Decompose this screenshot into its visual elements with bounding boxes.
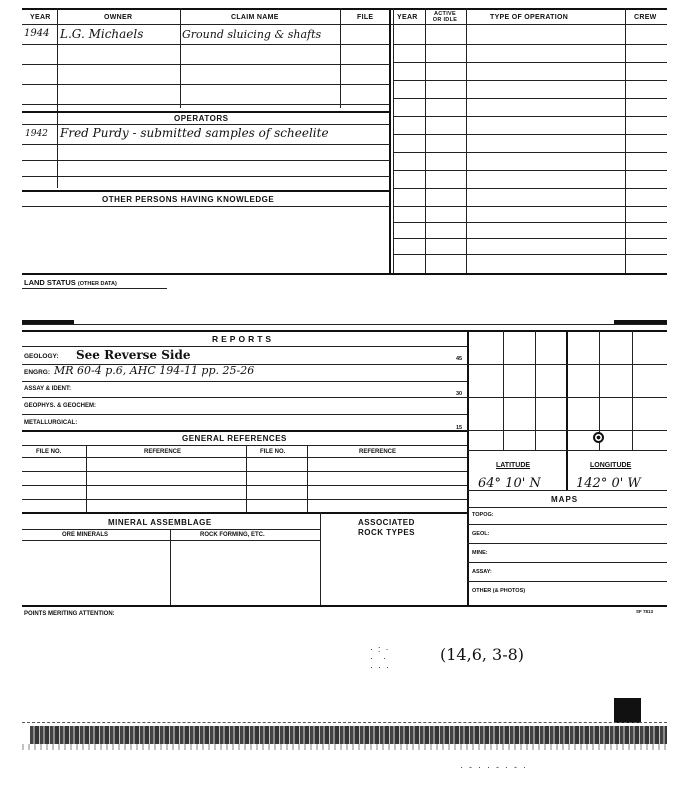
grid-row bbox=[467, 450, 667, 451]
ref-col-file-no: FILE NO. bbox=[36, 449, 62, 455]
col-claim-name: CLAIM NAME bbox=[231, 14, 279, 21]
row-line bbox=[22, 512, 467, 514]
row-line bbox=[393, 206, 667, 207]
owner-entry-year: 1944 bbox=[24, 28, 50, 39]
assay-ident-label: ASSAY & IDENT: bbox=[24, 386, 72, 392]
row-line bbox=[393, 44, 667, 45]
divider bbox=[180, 8, 181, 108]
ore-minerals-label: ORE MINERALS bbox=[62, 532, 109, 538]
row-line bbox=[393, 98, 667, 99]
row-line bbox=[22, 445, 467, 446]
row-line bbox=[22, 190, 390, 192]
land-status-underline bbox=[22, 288, 167, 289]
row-line bbox=[393, 152, 667, 153]
section-border bbox=[22, 324, 667, 325]
row-line bbox=[22, 206, 390, 207]
longitude-label: LONGITUDE bbox=[590, 462, 632, 469]
row-line bbox=[22, 104, 390, 105]
row-line bbox=[467, 562, 667, 563]
black-marker-square bbox=[614, 698, 641, 723]
owner-entry-name: L.G. Michaels bbox=[60, 27, 144, 41]
row-line bbox=[393, 238, 667, 239]
scan-dots-bottom: ·-··-·-· bbox=[460, 762, 532, 772]
row-line bbox=[393, 80, 667, 81]
divider bbox=[340, 8, 341, 108]
row-line bbox=[22, 144, 390, 145]
row-line bbox=[467, 524, 667, 525]
rock-types-label: ROCK TYPES bbox=[358, 528, 416, 537]
latitude-label: LATITUDE bbox=[496, 462, 531, 469]
row-line bbox=[467, 581, 667, 582]
row-line bbox=[22, 124, 390, 125]
geology-label: GEOLOGY: bbox=[24, 353, 59, 360]
scan-edge-line bbox=[22, 722, 667, 723]
section-border bbox=[22, 273, 667, 275]
col-year-2: YEAR bbox=[397, 14, 418, 21]
divider bbox=[57, 8, 58, 188]
geophys-label: GEOPHYS. & GEOCHEM: bbox=[24, 403, 97, 409]
row-line bbox=[22, 44, 390, 45]
row-line bbox=[22, 529, 320, 530]
row-number-30: 30 bbox=[456, 391, 463, 397]
row-line bbox=[22, 84, 390, 85]
scan-noise-band bbox=[30, 726, 667, 744]
mine-label: MINE: bbox=[472, 550, 488, 556]
rock-forming-label: ROCK FORMING, ETC. bbox=[200, 532, 265, 538]
divider bbox=[425, 8, 426, 274]
row-line bbox=[467, 507, 667, 508]
form-number: SF 7813 bbox=[636, 609, 654, 614]
row-line bbox=[467, 543, 667, 544]
col-active-idle: ACTIVE OR IDLE bbox=[432, 11, 458, 23]
row-line bbox=[22, 176, 390, 177]
col-crew: CREW bbox=[634, 14, 657, 21]
row-line bbox=[393, 170, 667, 171]
ref-col-reference: REFERENCE bbox=[144, 449, 182, 455]
reports-title: REPORTS bbox=[212, 334, 275, 344]
divider bbox=[320, 512, 321, 605]
engrg-value: MR 60-4 p.6, AHC 194-11 pp. 25-26 bbox=[54, 364, 255, 377]
row-line bbox=[22, 414, 467, 415]
row-line bbox=[22, 346, 467, 347]
row-line bbox=[393, 222, 667, 223]
section-border bbox=[22, 330, 667, 332]
owner-entry-claim: Ground sluicing & shafts bbox=[182, 28, 322, 41]
reports-right-edge bbox=[467, 330, 469, 605]
top-border bbox=[22, 8, 667, 10]
land-status-sub: (OTHER DATA) bbox=[77, 281, 117, 287]
general-references-title: GENERAL REFERENCES bbox=[182, 434, 287, 443]
divider bbox=[625, 8, 626, 274]
row-line bbox=[393, 188, 667, 189]
divider bbox=[86, 445, 87, 512]
row-line bbox=[467, 490, 667, 491]
geol-label: GEOL: bbox=[472, 531, 490, 537]
divider bbox=[246, 445, 247, 512]
row-line bbox=[393, 254, 667, 255]
row-line bbox=[22, 397, 467, 398]
other-photos-label: OTHER (& PHOTOS) bbox=[472, 588, 526, 594]
points-meriting-attention: POINTS MERITING ATTENTION: bbox=[24, 611, 115, 617]
operators-title: OPERATORS bbox=[174, 114, 229, 123]
section-border bbox=[22, 605, 667, 607]
row-line bbox=[22, 471, 467, 472]
row-line bbox=[22, 457, 467, 458]
maps-label: MAPS bbox=[551, 495, 579, 504]
col-year: YEAR bbox=[30, 14, 51, 21]
row-line bbox=[22, 540, 320, 541]
row-line bbox=[22, 111, 390, 113]
other-persons-title: OTHER PERSONS HAVING KNOWLEDGE bbox=[102, 195, 275, 204]
assay-map-label: ASSAY: bbox=[472, 569, 492, 575]
grid-row bbox=[467, 364, 667, 365]
ref-col-reference-2: REFERENCE bbox=[359, 449, 397, 455]
grid-col bbox=[503, 330, 504, 450]
scan-dots: · : · · · · · · bbox=[370, 644, 389, 672]
grid-row bbox=[467, 430, 667, 431]
header-underline bbox=[22, 24, 667, 25]
divider bbox=[307, 445, 308, 512]
grid-reference: (14,6, 3-8) bbox=[440, 645, 525, 664]
operator-entry-text: Fred Purdy - submitted samples of scheelite bbox=[60, 126, 329, 140]
row-line bbox=[22, 499, 467, 500]
associated-label: ASSOCIATED bbox=[358, 518, 415, 527]
ref-col-file-no-2: FILE NO. bbox=[260, 449, 286, 455]
grid-col bbox=[566, 330, 568, 490]
col-file: FILE bbox=[357, 14, 374, 21]
row-line bbox=[393, 116, 667, 117]
row-line bbox=[22, 64, 390, 65]
row-line bbox=[22, 485, 467, 486]
scan-noise-band-light bbox=[22, 744, 667, 750]
row-line bbox=[22, 381, 467, 382]
location-marker bbox=[593, 432, 604, 443]
grid-col bbox=[632, 330, 633, 450]
row-line bbox=[22, 160, 390, 161]
grid-row bbox=[467, 397, 667, 398]
divider bbox=[393, 8, 394, 274]
mineral-assemblage-title: MINERAL ASSEMBLAGE bbox=[108, 518, 212, 527]
metallurgical-label: METALLURGICAL: bbox=[24, 420, 78, 426]
row-line bbox=[393, 134, 667, 135]
row-line bbox=[22, 430, 467, 432]
row-number-45: 45 bbox=[456, 356, 463, 362]
geology-value: See Reverse Side bbox=[76, 348, 191, 362]
col-owner: OWNER bbox=[104, 14, 133, 21]
col-type-of-operation: TYPE OF OPERATION bbox=[490, 14, 569, 21]
operator-entry-year: 1942 bbox=[25, 129, 48, 139]
divider bbox=[170, 529, 171, 605]
land-status-text: LAND STATUS bbox=[24, 278, 76, 287]
row-number-15: 15 bbox=[456, 425, 463, 431]
grid-col bbox=[535, 330, 536, 450]
divider bbox=[389, 8, 391, 274]
topog-label: TOPOG: bbox=[472, 512, 494, 518]
land-status-label bbox=[24, 278, 117, 287]
engrg-label: ENGRG: bbox=[24, 369, 50, 376]
longitude-value: 142° 0' W bbox=[576, 476, 641, 491]
latitude-value: 64° 10' N bbox=[478, 476, 541, 491]
row-line bbox=[393, 62, 667, 63]
divider bbox=[466, 8, 467, 274]
